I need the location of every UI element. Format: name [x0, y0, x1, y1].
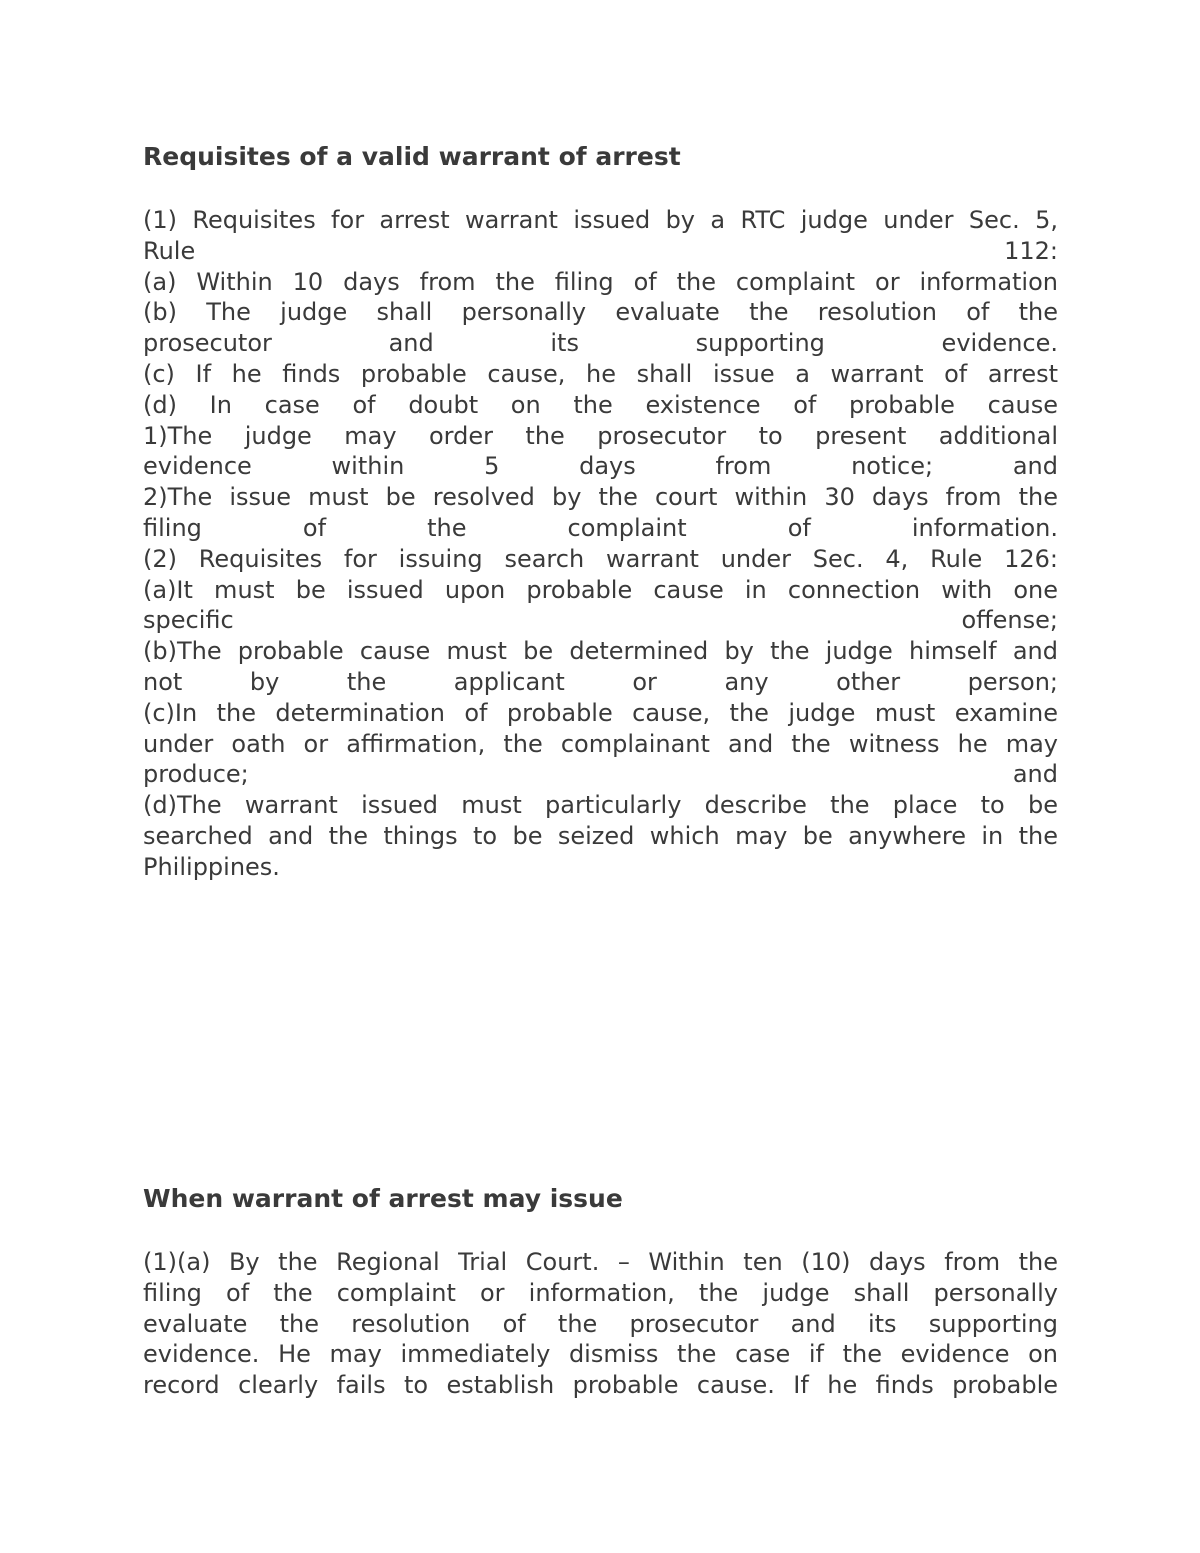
section-heading: When warrant of arrest may issue — [143, 1184, 623, 1213]
text-line: specific offense; — [143, 606, 1058, 635]
text-line: (d) In case of doubt on the existence of probable cause — [143, 390, 1058, 419]
text-line: evidence within 5 days from notice; and — [143, 452, 1058, 481]
text-line: (d)The warrant issued must particularly describe the place to be — [143, 791, 1058, 820]
text-line: Philippines. — [143, 852, 280, 881]
text-line: (2) Requisites for issuing search warrant under Sec. 4, Rule 126: — [143, 544, 1058, 573]
text-line: filing of the complaint or information, the judge shall personally — [143, 1278, 1058, 1307]
text-line: 1)The judge may order the prosecutor to present additional — [143, 421, 1058, 450]
text-line: (a)It must be issued upon probable cause in connection with one — [143, 575, 1058, 604]
text-line: not by the applicant or any other person; — [143, 667, 1058, 696]
text-line: (1) Requisites for arrest warrant issued by a RTC judge under Sec. 5, — [143, 206, 1058, 234]
section-requisites-warrant — [143, 139, 1058, 883]
text-line: (c)In the determination of probable cause, the judge must examine — [143, 698, 1058, 727]
text-line: filing of the complaint of information. — [143, 513, 1058, 542]
text-line: evaluate the resolution of the prosecutor and its supporting — [143, 1309, 1058, 1338]
text-line: under oath or affirmation, the complainant and the witness he may — [143, 729, 1058, 758]
section-heading: Requisites of a valid warrant of arrest — [143, 142, 681, 171]
text-line: 2)The issue must be resolved by the court within 30 days from the — [143, 483, 1058, 512]
text-line: produce; and — [143, 760, 1058, 789]
text-line: prosecutor and its supporting evidence. — [143, 329, 1058, 358]
text-line: evidence. He may immediately dismiss the case if the evidence on — [143, 1340, 1058, 1369]
text-line: (b) The judge shall personally evaluate the resolution of the — [143, 298, 1058, 327]
text-line: searched and the things to be seized which may be anywhere in the — [143, 821, 1058, 850]
text-line: (1)(a) By the Regional Trial Court. – Within ten (10) days from the — [143, 1248, 1058, 1276]
text-line: record clearly fails to establish probable cause. If he finds probable — [143, 1371, 1058, 1400]
text-line: (a) Within 10 days from the filing of the complaint or information — [143, 267, 1058, 296]
section-when-warrant-issue — [143, 1181, 1058, 1401]
text-line: (b)The probable cause must be determined by the judge himself and — [143, 637, 1058, 666]
text-line: Rule 112: — [143, 236, 1058, 265]
text-line: (c) If he finds probable cause, he shall issue a warrant of arrest — [143, 359, 1058, 388]
